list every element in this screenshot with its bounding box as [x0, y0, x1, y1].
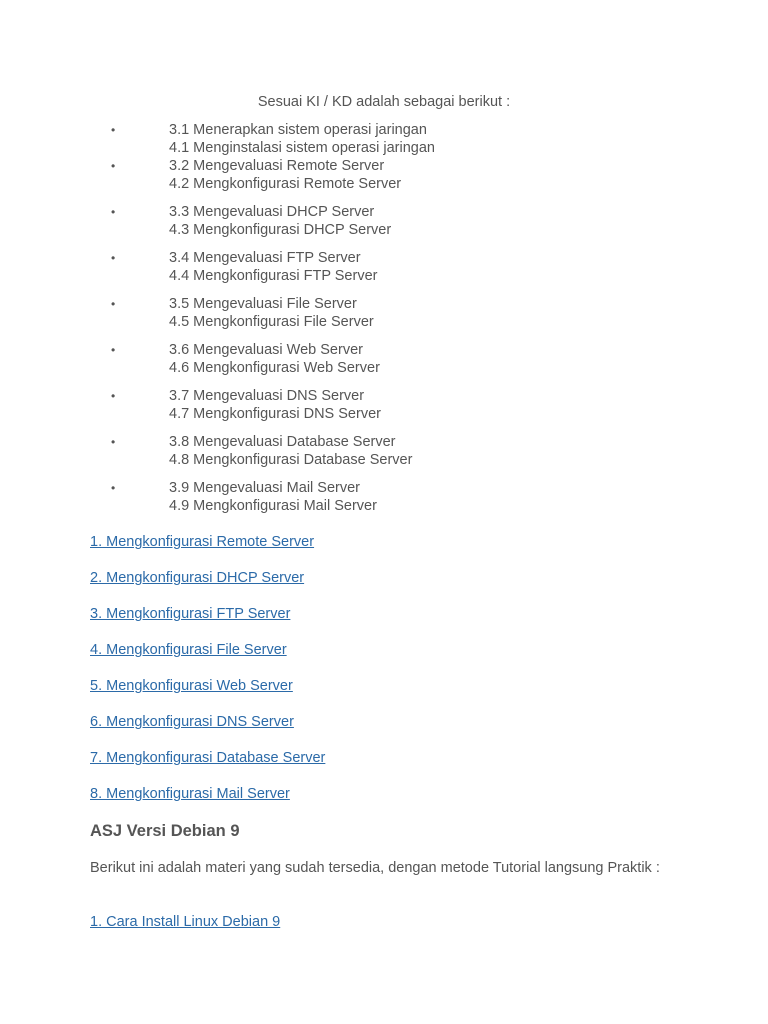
kd-line: 3.6 Mengevaluasi Web Server — [169, 342, 363, 358]
kd-line: 3.9 Mengevaluasi Mail Server — [169, 480, 361, 496]
kd-line: 4.1 Menginstalasi sistem operasi jaringan — [169, 140, 435, 156]
kd-line: 4.7 Mengkonfigurasi DNS Server — [169, 406, 381, 422]
materi-link[interactable]: 3. Mengkonfigurasi FTP Server — [90, 606, 291, 622]
kd-line: 3.2 Mengevaluasi Remote Server — [169, 158, 385, 174]
kd-line: 3.5 Mengevaluasi File Server — [169, 296, 357, 312]
kd-line: 3.7 Mengevaluasi DNS Server — [169, 388, 365, 404]
bullet-icon: • — [111, 297, 116, 311]
kd-lines — [169, 249, 377, 285]
bullet-icon: • — [111, 389, 116, 403]
section-description: Berikut ini adalah materi yang sudah tersedia, dengan metode Tutorial langsung Praktik : — [90, 860, 660, 876]
materi-link[interactable]: 2. Mengkonfigurasi DHCP Server — [90, 570, 305, 586]
kd-lines — [169, 479, 377, 515]
kd-intro-text: Sesuai KI / KD adalah sebagai berikut : — [257, 94, 511, 110]
materi-link[interactable]: 4. Mengkonfigurasi File Server — [90, 642, 287, 658]
bullet-icon: • — [111, 251, 116, 265]
bullet-icon: • — [111, 123, 116, 137]
bullet-icon: • — [111, 205, 116, 219]
kd-line: 4.5 Mengkonfigurasi File Server — [169, 314, 374, 330]
kd-line: 3.8 Mengevaluasi Database Server — [169, 434, 396, 450]
section-title: ASJ Versi Debian 9 — [90, 822, 240, 840]
materi-link[interactable]: 5. Mengkonfigurasi Web Server — [90, 678, 293, 694]
materi-link[interactable]: 1. Mengkonfigurasi Remote Server — [90, 534, 315, 550]
debian-link[interactable]: 1. Cara Install Linux Debian 9 — [90, 914, 281, 930]
kd-lines — [169, 341, 380, 377]
bullet-icon: • — [111, 343, 116, 357]
kd-lines — [169, 433, 412, 469]
materi-link[interactable]: 7. Mengkonfigurasi Database Server — [90, 750, 326, 766]
kd-lines — [169, 157, 401, 193]
kd-line: 4.3 Mengkonfigurasi DHCP Server — [169, 222, 392, 238]
kd-line: 3.3 Mengevaluasi DHCP Server — [169, 204, 375, 220]
bullet-icon: • — [111, 481, 116, 495]
kd-lines — [169, 295, 374, 331]
kd-lines — [169, 203, 391, 239]
kd-lines — [169, 121, 435, 157]
kd-lines — [169, 387, 381, 423]
kd-line: 4.9 Mengkonfigurasi Mail Server — [169, 498, 377, 514]
kd-line: 4.8 Mengkonfigurasi Database Server — [169, 452, 413, 468]
bullet-icon: • — [111, 159, 116, 173]
kd-line: 4.6 Mengkonfigurasi Web Server — [169, 360, 380, 376]
kd-line: 4.2 Mengkonfigurasi Remote Server — [169, 176, 402, 192]
bullet-icon: • — [111, 435, 116, 449]
kd-line: 4.4 Mengkonfigurasi FTP Server — [169, 268, 378, 284]
kd-line: 3.1 Menerapkan sistem operasi jaringan — [169, 122, 427, 138]
materi-link[interactable]: 8. Mengkonfigurasi Mail Server — [90, 786, 290, 802]
materi-link[interactable]: 6. Mengkonfigurasi DNS Server — [90, 714, 294, 730]
kd-line: 3.4 Mengevaluasi FTP Server — [169, 250, 361, 266]
